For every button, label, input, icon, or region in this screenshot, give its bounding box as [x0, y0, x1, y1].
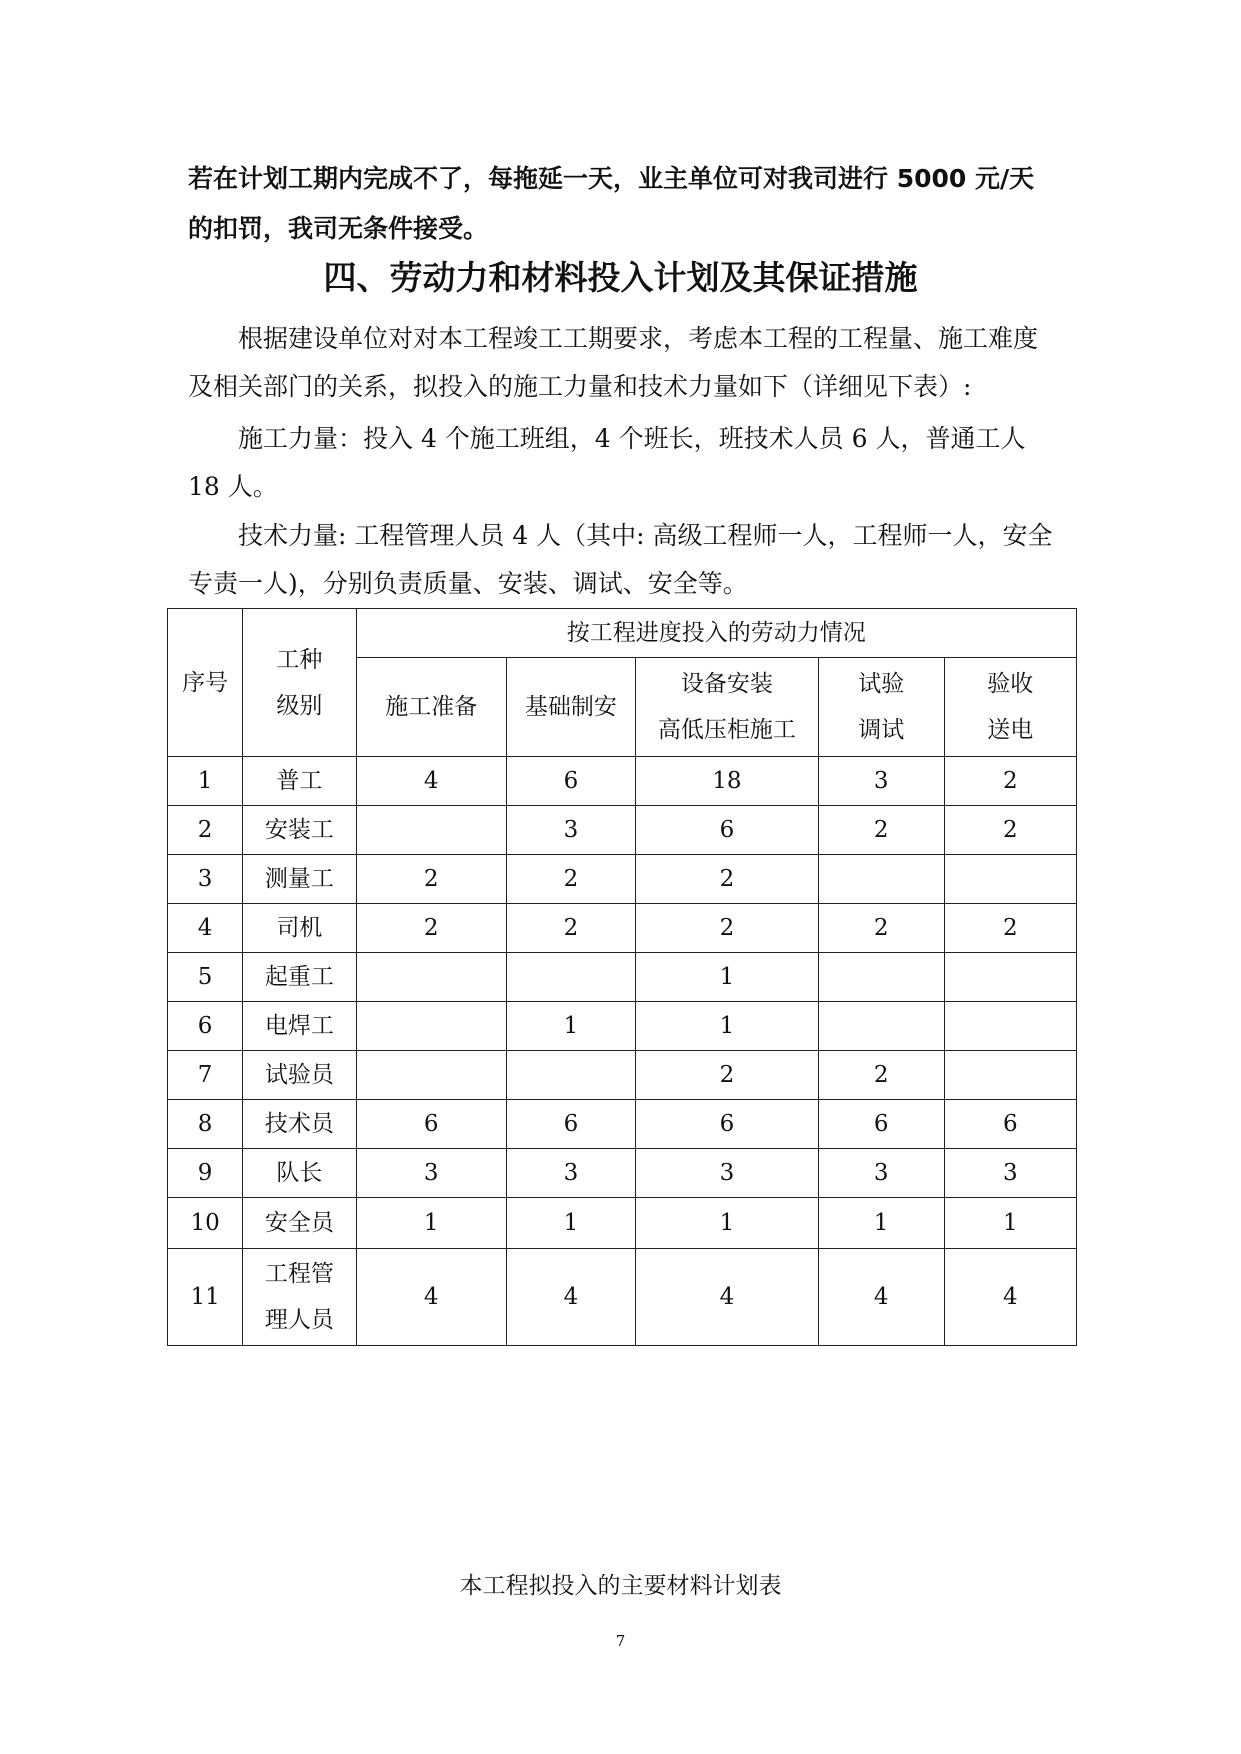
table-row: [168, 904, 1077, 953]
cell-work-type: [243, 1002, 356, 1051]
header-stage-line: 设备安装: [680, 671, 773, 697]
cell-value: 6: [818, 1100, 944, 1149]
cell-work-type-line: 安全员: [264, 1210, 334, 1236]
cell-value: 3: [356, 1149, 506, 1198]
cell-work-type: [243, 1149, 356, 1198]
table-row: [168, 757, 1077, 806]
header-work-type: [243, 609, 356, 757]
cell-value: [944, 1002, 1076, 1051]
cell-value: 6: [356, 1100, 506, 1149]
cell-work-type-line: 工程管: [264, 1261, 334, 1287]
cell-value: 6: [506, 1100, 635, 1149]
cell-work-type: [243, 1198, 356, 1249]
table-row: [168, 1149, 1077, 1198]
cell-work-type-line: 安装工: [264, 817, 334, 843]
cell-value: 3: [506, 1149, 635, 1198]
cell-value: 1: [818, 1198, 944, 1249]
header-stage-line: 验收: [987, 671, 1034, 697]
cell-value: 2: [635, 904, 818, 953]
cell-value: [506, 1051, 635, 1100]
table-row: [168, 1002, 1077, 1051]
cell-work-type: [243, 904, 356, 953]
header-stage: [944, 658, 1076, 757]
header-stage-line: 高低压柜施工: [657, 717, 796, 743]
cell-value: 3: [635, 1149, 818, 1198]
cell-value: [506, 953, 635, 1002]
cell-seq: 2: [168, 806, 243, 855]
cell-value: 2: [506, 855, 635, 904]
table-row: [168, 1051, 1077, 1100]
header-stage-line: 基础制安: [524, 694, 617, 720]
cell-value: 2: [944, 806, 1076, 855]
cell-seq: 7: [168, 1051, 243, 1100]
cell-value: 2: [356, 855, 506, 904]
paragraph-technical-force: 技术力量: 工程管理人员 4 人（其中: 高级工程师一人，工程师一人，安全专责一人)，分别负责质量、安装、调试、安全等。: [188, 521, 1053, 598]
header-stage: [506, 658, 635, 757]
paragraph-overview: 根据建设单位对对本工程竣工工期要求，考虑本工程的工程量、施工难度及相关部门的关系，拟投入的施工力量和技术力量如下（详细见下表）:: [188, 324, 1039, 401]
cell-value: 1: [506, 1198, 635, 1249]
cell-seq: 5: [168, 953, 243, 1002]
cell-work-type-line: 司机: [276, 915, 323, 941]
cell-value: [944, 953, 1076, 1002]
cell-value: [818, 953, 944, 1002]
material-table-caption: 本工程拟投入的主要材料计划表: [459, 1573, 782, 1599]
cell-value: 2: [818, 904, 944, 953]
cell-value: 1: [635, 1198, 818, 1249]
table-row: [168, 1198, 1077, 1249]
cell-work-type: [243, 1249, 356, 1346]
header-work-type-line-1: 工种: [276, 646, 323, 673]
cell-value: 1: [635, 953, 818, 1002]
cell-seq: 1: [168, 757, 243, 806]
cell-work-type-line: 电焊工: [264, 1013, 334, 1039]
cell-value: 3: [506, 806, 635, 855]
cell-work-type-line: 技术员: [264, 1111, 334, 1137]
cell-value: [356, 953, 506, 1002]
cell-work-type: [243, 855, 356, 904]
page-number: 7: [615, 1632, 626, 1650]
cell-value: 1: [506, 1002, 635, 1051]
cell-value: 2: [635, 1051, 818, 1100]
cell-value: 18: [635, 757, 818, 806]
cell-work-type: [243, 757, 356, 806]
cell-work-type-line: 起重工: [264, 964, 334, 990]
table-row: [168, 1249, 1077, 1346]
cell-value: 2: [506, 904, 635, 953]
cell-value: [356, 1051, 506, 1100]
header-stage-line: 施工准备: [385, 694, 478, 720]
cell-value: 2: [944, 904, 1076, 953]
cell-value: 6: [635, 1100, 818, 1149]
cell-value: 4: [635, 1249, 818, 1346]
cell-value: 4: [944, 1249, 1076, 1346]
header-stage: [356, 658, 506, 757]
cell-work-type: [243, 1051, 356, 1100]
header-stage: [635, 658, 818, 757]
paragraph-construction-force: 施工力量：投入 4 个施工班组，4 个班长，班技术人员 6 人，普通工人 18 人。: [188, 424, 1026, 501]
cell-value: 2: [818, 1051, 944, 1100]
cell-seq: 11: [168, 1249, 243, 1346]
cell-work-type: [243, 806, 356, 855]
cell-value: 2: [944, 757, 1076, 806]
cell-seq: 9: [168, 1149, 243, 1198]
section-heading: 四、劳动力和材料投入计划及其保证措施: [323, 258, 918, 297]
cell-value: [818, 1002, 944, 1051]
cell-seq: 4: [168, 904, 243, 953]
cell-value: 6: [506, 757, 635, 806]
cell-value: [356, 806, 506, 855]
header-stage-line: 试验: [858, 671, 905, 697]
table-row: [168, 1100, 1077, 1149]
cell-work-type-line: 队长: [276, 1160, 323, 1186]
cell-value: 1: [635, 1002, 818, 1051]
cell-work-type: [243, 1100, 356, 1149]
cell-seq: 3: [168, 855, 243, 904]
cell-value: [944, 1051, 1076, 1100]
header-stage-line: 送电: [987, 717, 1034, 743]
cell-value: [944, 855, 1076, 904]
cell-work-type-line: 普工: [276, 768, 323, 794]
cell-value: 4: [818, 1249, 944, 1346]
cell-seq: 6: [168, 1002, 243, 1051]
cell-seq: 10: [168, 1198, 243, 1249]
cell-value: 2: [356, 904, 506, 953]
table-row: [168, 855, 1077, 904]
cell-value: [356, 1002, 506, 1051]
cell-value: 1: [356, 1198, 506, 1249]
cell-value: 1: [944, 1198, 1076, 1249]
cell-work-type-line: 理人员: [264, 1307, 334, 1333]
header-stage-line: 调试: [858, 717, 905, 743]
table-row: [168, 806, 1077, 855]
cell-value: 3: [818, 1149, 944, 1198]
cell-work-type-line: 测量工: [264, 866, 334, 892]
cell-value: [818, 855, 944, 904]
cell-value: 6: [635, 806, 818, 855]
labor-plan-table: [167, 608, 1077, 1346]
table-row: [168, 953, 1077, 1002]
cell-seq: 8: [168, 1100, 243, 1149]
cell-value: 3: [818, 757, 944, 806]
intro-bold-paragraph: 若在计划工期内完成不了，每拖延一天，业主单位可对我司进行 5000 元/天的扣罚，我司无条件接受。: [188, 164, 1035, 243]
cell-work-type-line: 试验员: [264, 1062, 334, 1088]
cell-value: 2: [635, 855, 818, 904]
cell-value: 2: [818, 806, 944, 855]
cell-value: 3: [944, 1149, 1076, 1198]
header-seq: 序号: [168, 609, 243, 757]
cell-work-type: [243, 953, 356, 1002]
cell-value: 4: [506, 1249, 635, 1346]
header-stage: [818, 658, 944, 757]
cell-value: 4: [356, 1249, 506, 1346]
cell-value: 6: [944, 1100, 1076, 1149]
header-work-type-line-2: 级别: [276, 692, 323, 719]
cell-value: 4: [356, 757, 506, 806]
header-group: 按工程进度投入的劳动力情况: [356, 609, 1076, 658]
